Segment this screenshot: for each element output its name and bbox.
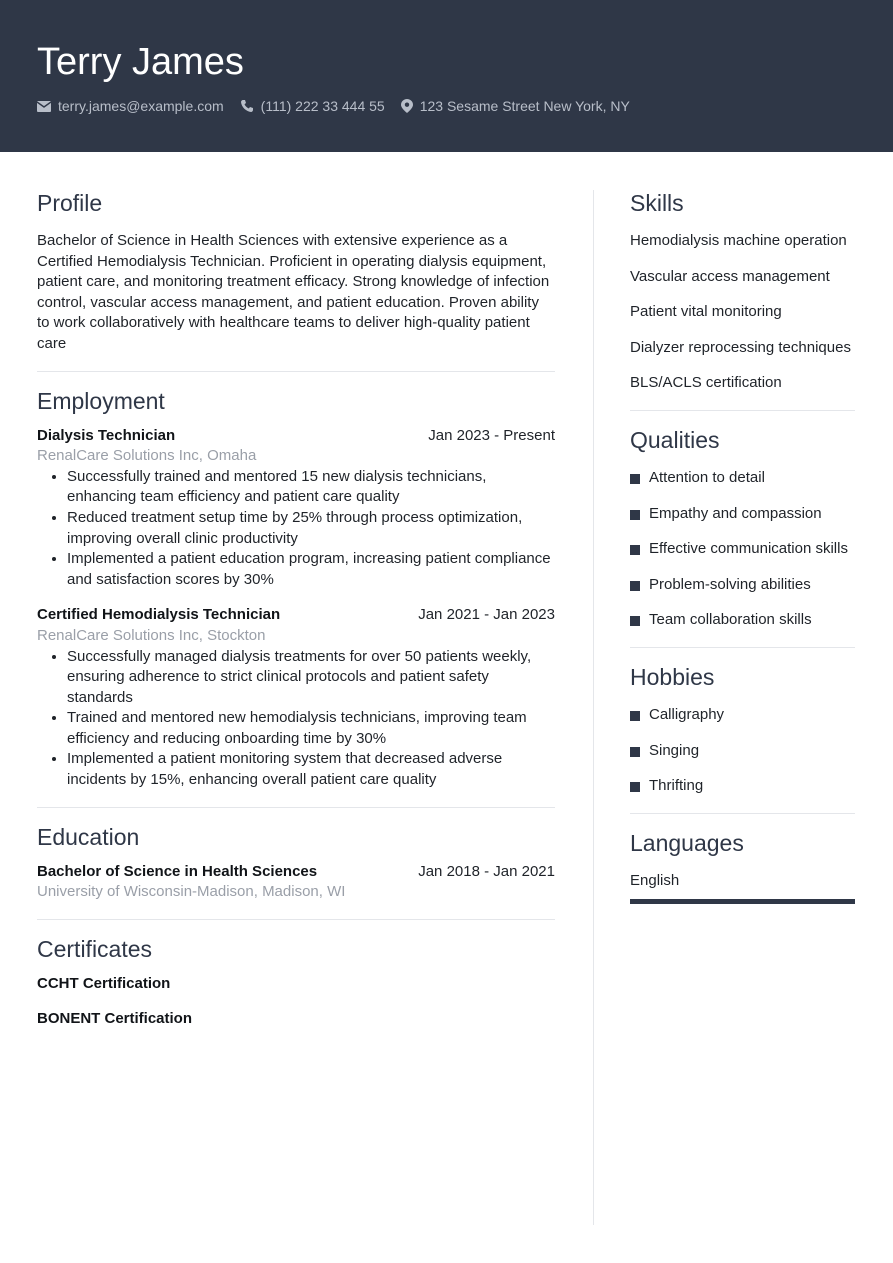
hobby-item (630, 776, 855, 797)
divider (37, 807, 555, 808)
square-bullet-icon (630, 711, 640, 721)
section-title-hobbies: Hobbies (630, 663, 715, 690)
quality-item (630, 468, 855, 489)
contact-bar (37, 96, 646, 116)
job-company: RenalCare Solutions Inc, Stockton (37, 626, 266, 644)
skill-item: BLS/ACLS certification (630, 374, 782, 392)
map-pin-icon (401, 99, 413, 113)
square-bullet-icon (630, 782, 640, 792)
job-dates: Jan 2023 - Present (428, 426, 555, 444)
divider (630, 410, 855, 411)
education-dates: Jan 2018 - Jan 2021 (418, 862, 555, 880)
bullet-item: • Successfully managed dialysis treatments for over 50 patients weekly, ensuring adherence to strict clinical protocols and patient safety standards (67, 647, 555, 709)
envelope-icon (37, 101, 51, 112)
phone-icon (240, 99, 254, 113)
divider (37, 919, 555, 920)
column-divider (593, 190, 594, 1225)
contact-address (401, 98, 630, 114)
square-bullet-icon (630, 616, 640, 626)
quality-label: Problem-solving abilities (649, 575, 811, 593)
hobbies-section (630, 662, 855, 797)
section-title-languages: Languages (630, 829, 744, 856)
job-dates: Jan 2021 - Jan 2023 (418, 606, 555, 624)
certificate-item: CCHT Certification (37, 974, 171, 992)
job-title: Dialysis Technician (37, 426, 176, 444)
job-entry (37, 605, 555, 790)
section-title-education: Education (37, 823, 140, 850)
hobby-item (630, 741, 855, 762)
employment-section (37, 386, 555, 791)
divider (37, 371, 555, 372)
square-bullet-icon (630, 581, 640, 591)
quality-item (630, 575, 855, 596)
quality-item (630, 539, 855, 560)
hobby-label: Calligraphy (649, 705, 725, 723)
quality-label: Empathy and compassion (649, 504, 822, 522)
section-title-qualities: Qualities (630, 426, 720, 453)
bullet-item: • Successfully trained and mentored 15 new dialysis technicians, enhancing team efficiency and patient care quality (67, 467, 555, 508)
skill-item: Vascular access management (630, 267, 830, 285)
divider (630, 813, 855, 814)
language-level-bar (630, 899, 855, 904)
contact-phone[interactable] (240, 98, 385, 114)
header (0, 0, 893, 152)
hobby-label: Singing (649, 741, 700, 759)
quality-label: Team collaboration skills (649, 611, 812, 629)
qualities-section (630, 425, 855, 631)
email-text: terry.james@example.com (58, 98, 224, 114)
square-bullet-icon (630, 545, 640, 555)
section-title-certificates: Certificates (37, 935, 153, 962)
quality-item (630, 504, 855, 525)
language-name: English (630, 871, 680, 889)
square-bullet-icon (630, 474, 640, 484)
school-name: University of Wisconsin-Madison, Madison, WI (37, 883, 346, 901)
square-bullet-icon (630, 510, 640, 520)
job-company: RenalCare Solutions Inc, Omaha (37, 447, 257, 465)
hobby-item (630, 705, 855, 726)
job-title: Certified Hemodialysis Technician (37, 606, 281, 624)
degree-title: Bachelor of Science in Health Sciences (37, 862, 318, 880)
divider (630, 647, 855, 648)
skill-item: Dialyzer reprocessing techniques (630, 338, 851, 356)
hobby-label: Thrifting (649, 777, 704, 795)
certificates-section (37, 934, 555, 1030)
job-bullets (37, 647, 555, 791)
skill-item: Patient vital monitoring (630, 303, 782, 321)
phone-text: (111) 222 33 444 55 (260, 98, 385, 114)
address-text: 123 Sesame Street New York, NY (419, 98, 630, 114)
quality-item (630, 610, 855, 631)
main-column (37, 188, 555, 1030)
skills-section (630, 188, 855, 394)
bullet-item: • Reduced treatment setup time by 25% through process optimization, improving overall clinic productivity (67, 508, 555, 549)
contact-email[interactable] (37, 98, 224, 114)
skill-item: Hemodialysis machine operation (630, 232, 847, 249)
bullet-item: • Implemented a patient education program, increasing patient compliance and satisfaction scores by 30% (67, 549, 555, 590)
job-bullets (37, 467, 555, 591)
profile-section (37, 188, 555, 355)
candidate-name: Terry James (37, 41, 244, 83)
quality-label: Attention to detail (649, 468, 765, 486)
section-title-skills: Skills (630, 190, 684, 216)
languages-section (630, 828, 855, 905)
section-title-employment: Employment (37, 387, 165, 414)
sidebar-column (630, 188, 855, 904)
bullet-item: • Implemented a patient monitoring system that decreased adverse incidents by 15%, enhancing overall patient care quality (67, 749, 555, 790)
job-entry (37, 426, 555, 591)
certificate-item: BONENT Certification (37, 1010, 193, 1028)
section-title-profile: Profile (37, 190, 103, 216)
profile-summary: Bachelor of Science in Health Sciences with extensive experience as a Certified Hemodialysis Technician. Proficient in operating dialysis equipment, patient care, and monitoring treatment efficacy. Strong knowledge of infection control, vascular access management, and patient education. Proven ability to work collaboratively with healthcare teams to deliver high-quality patient care (37, 232, 550, 352)
bullet-item: • Trained and mentored new hemodialysis technicians, improving team efficiency and reducing onboarding time by 30% (67, 708, 555, 749)
education-section (37, 822, 555, 903)
quality-label: Effective communication skills (649, 540, 848, 558)
square-bullet-icon (630, 747, 640, 757)
